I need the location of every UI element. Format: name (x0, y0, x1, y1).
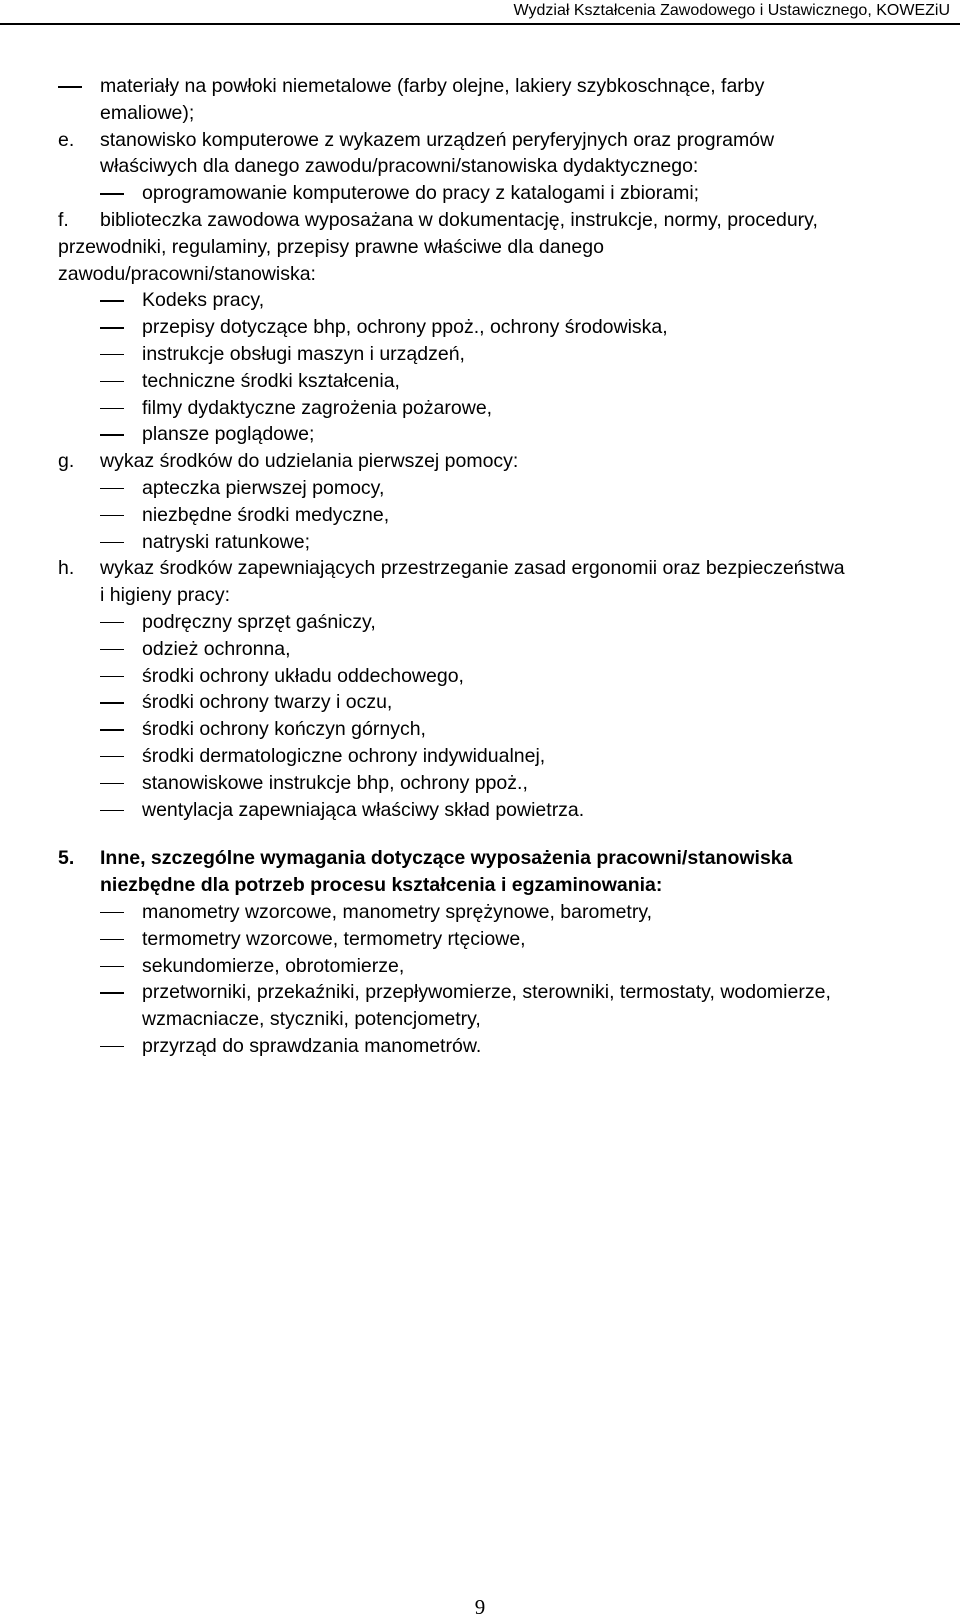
list-item-f (58, 207, 948, 234)
dash-bullet (100, 434, 124, 436)
dash-bullet (100, 702, 124, 704)
list-item (100, 899, 948, 926)
text-line: biblioteczka zawodowa wyposażana w dokumentację, instrukcje, normy, procedury, (100, 208, 818, 231)
dash-bullet (100, 354, 124, 356)
text-line: wykaz środków do udzielania pierwszej pomocy: (100, 450, 519, 473)
text-line: termometry wzorcowe, termometry rtęciowe, (142, 927, 526, 950)
text-line: oprogramowanie komputerowe do pracy z katalogami i zbiorami; (142, 182, 700, 205)
dash-bullet (100, 1046, 124, 1048)
list-item-h (58, 555, 948, 823)
list-item (100, 314, 948, 341)
list-item-materialy (58, 73, 948, 127)
sublist-f (58, 287, 948, 448)
text-line: zawodu/pracowni/stanowiska: (58, 262, 316, 285)
list-item (100, 797, 948, 824)
dash-bullet (100, 729, 124, 731)
document-body (58, 73, 948, 1060)
dash-bullet (100, 966, 124, 968)
list-item (100, 287, 948, 314)
dash-bullet (100, 515, 124, 517)
section-gap (58, 823, 948, 845)
text-line: manometry wzorcowe, manometry sprężynowe, barometry, (142, 900, 653, 923)
text-line: przyrząd do sprawdzania manometrów. (142, 1034, 482, 1057)
section-number: 5. (58, 847, 75, 870)
dash-bullet (100, 193, 124, 195)
text-line: przepisy dotyczące bhp, ochrony ppoż., ochrony środowiska, (142, 316, 668, 339)
text-line: wzmacniacze, styczniki, potencjometry, (142, 1008, 481, 1031)
dash-bullet (100, 408, 124, 410)
dash-bullet (100, 488, 124, 490)
text-line: plansze poglądowe; (142, 423, 315, 446)
list-item (100, 475, 948, 502)
list-item-e (58, 127, 948, 207)
list-marker: e. (58, 128, 75, 151)
list-item (100, 716, 948, 743)
text-line: środki dermatologiczne ochrony indywidualnej, (142, 744, 546, 767)
dash-bullet (100, 992, 124, 994)
text-line: stanowisko komputerowe z wykazem urządzeń peryferyjnych oraz programów (100, 128, 775, 151)
dash-bullet (100, 810, 124, 812)
text-line: natryski ratunkowe; (142, 530, 310, 553)
list-item (100, 502, 948, 529)
list-item (100, 953, 948, 980)
header-rule (0, 23, 960, 25)
text-line: sekundomierze, obrotomierze, (142, 954, 405, 977)
list-item (100, 663, 948, 690)
dash-bullet (100, 649, 124, 651)
list-item (100, 926, 948, 953)
dash-bullet (100, 327, 124, 329)
list-marker: h. (58, 557, 75, 580)
list-item-g (58, 448, 948, 555)
text-line: i higieny pracy: (100, 584, 231, 607)
text-line: podręczny sprzęt gaśniczy, (142, 610, 376, 633)
text-line: środki ochrony twarzy i oczu, (142, 691, 393, 714)
text-line: filmy dydaktyczne zagrożenia pożarowe, (142, 396, 493, 419)
text-line: właściwych dla danego zawodu/pracowni/stanowiska dydaktycznego: (100, 155, 699, 178)
page-number: 9 (474, 1595, 486, 1619)
dash-bullet (100, 300, 124, 302)
text-line: środki ochrony kończyn górnych, (142, 718, 426, 741)
list-item (100, 1033, 948, 1060)
list-item (100, 609, 948, 636)
list-item (100, 421, 948, 448)
text-line: odzież ochronna, (142, 637, 291, 660)
dash-bullet (100, 783, 124, 785)
text-line: niezbędne środki medyczne, (142, 503, 390, 526)
text-line: emaliowe); (100, 101, 195, 124)
text-line: materiały na powłoki niemetalowe (farby olejne, lakiery szybkoschnące, farby (100, 75, 765, 97)
page-header: Wydział Kształcenia Zawodowego i Ustawicznego, KOWEZiU (513, 2, 950, 19)
list-item (100, 368, 948, 395)
text-line: apteczka pierwszej pomocy, (142, 476, 385, 499)
list-item (100, 341, 948, 368)
dash-bullet (100, 939, 124, 941)
text-line: środki ochrony układu oddechowego, (142, 664, 464, 687)
text-line: wykaz środków zapewniających przestrzeganie zasad ergonomii oraz bezpieczeństwa (100, 557, 845, 580)
section-5 (58, 845, 948, 1059)
dash-bullet (100, 676, 124, 678)
list-item (100, 979, 948, 1033)
text-line: techniczne środki kształcenia, (142, 369, 400, 392)
list-item (100, 529, 948, 556)
dash-bullet (58, 86, 82, 88)
dash-bullet (100, 622, 124, 624)
text-line: wentylacja zapewniająca właściwy skład powietrza. (142, 798, 585, 821)
dash-bullet (100, 912, 124, 914)
list-item (100, 180, 948, 207)
list-item (100, 743, 948, 770)
dash-bullet (100, 756, 124, 758)
text-line: stanowiskowe instrukcje bhp, ochrony ppoż., (142, 771, 528, 794)
list-item (100, 689, 948, 716)
list-marker: g. (58, 450, 75, 473)
text-line: przetworniki, przekaźniki, przepływomierze, sterowniki, termostaty, wodomierze, (142, 981, 831, 1004)
section-heading-line: Inne, szczególne wymagania dotyczące wyposażenia pracowni/stanowiska (100, 847, 793, 870)
list-item (100, 395, 948, 422)
list-marker: f. (58, 208, 69, 231)
dash-bullet (100, 542, 124, 544)
section-heading-line: niezbędne dla potrzeb procesu kształcenia i egzaminowania: (100, 874, 663, 897)
text-line: Kodeks pracy, (142, 289, 265, 312)
text-line: instrukcje obsługi maszyn i urządzeń, (142, 342, 465, 365)
list-item (100, 636, 948, 663)
text-line: przewodniki, regulaminy, przepisy prawne właściwe dla danego (58, 235, 604, 258)
list-item (100, 770, 948, 797)
dash-bullet (100, 381, 124, 383)
